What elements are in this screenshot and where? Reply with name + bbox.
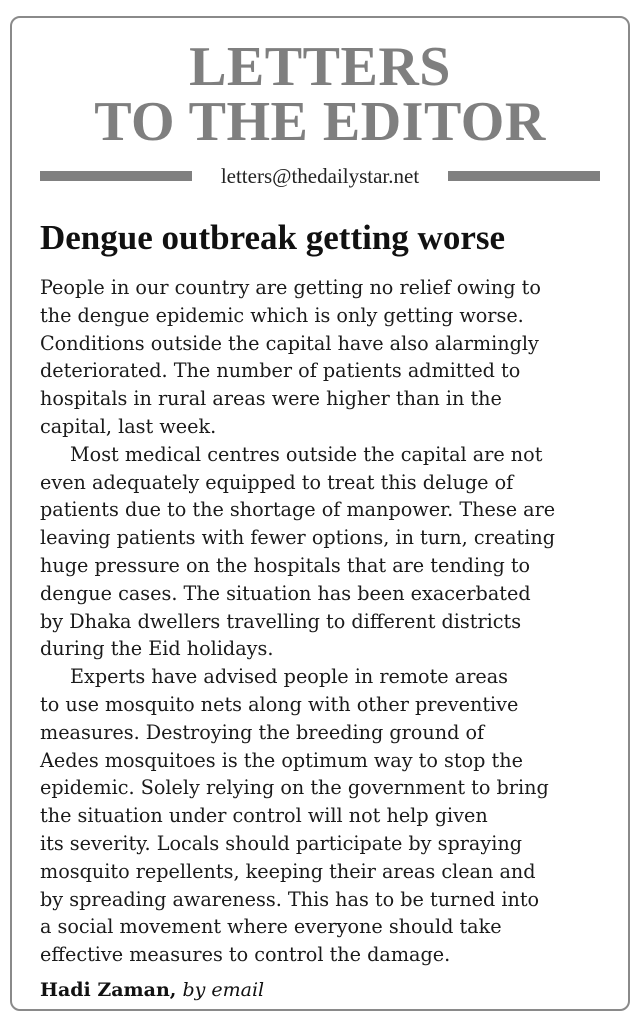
body-line: epidemic. Solely relying on the government to bring (40, 776, 549, 800)
body-line: during the Eid holidays. (40, 637, 274, 661)
body-line: by spreading awareness. This has to be turned into (40, 887, 540, 911)
body-line: mosquito repellents, keeping their areas clean and (40, 859, 536, 883)
letter-headline: Dengue outbreak getting worse (40, 218, 506, 257)
body-line: huge pressure on the hospitals that are tending to (40, 553, 531, 577)
letter-signature (40, 977, 264, 1003)
body-line: the situation under control will not help given (40, 804, 488, 828)
editor-email[interactable]: letters@thedailystar.net (220, 164, 420, 188)
submission-method: by email (182, 979, 265, 1001)
body-line: measures. Destroying the breeding ground of (40, 720, 485, 744)
body-line: its severity. Locals should participate by spraying (40, 831, 522, 855)
body-line: People in our country are getting no relief owing to (40, 276, 541, 299)
body-line: effective measures to control the damage. (40, 943, 451, 967)
body-line: dengue cases. The situation has been exacerbated (40, 581, 531, 605)
body-line: capital, last week. (40, 414, 217, 438)
body-line: hospitals in rural areas were higher than in the (40, 387, 502, 411)
section-title (12, 36, 628, 153)
section-title-line-1: LETTERS (189, 36, 451, 98)
left-divider (40, 171, 192, 181)
right-divider (448, 171, 600, 181)
section-title-line-2: TO THE EDITOR (94, 91, 546, 153)
body-line: deteriorated. The number of patients admitted to (40, 359, 521, 383)
body-line: Conditions outside the capital have also alarmingly (40, 331, 539, 355)
body-line: even adequately equipped to treat this deluge of (40, 470, 514, 494)
body-line: Most medical centres outside the capital are not (70, 442, 543, 466)
body-line: Experts have advised people in remote areas (70, 665, 509, 689)
letter-card (10, 16, 630, 1011)
body-line: to use mosquito nets along with other preventive (40, 692, 519, 716)
body-line: a social movement where everyone should take (40, 915, 502, 939)
author-name: Hadi Zaman, (40, 979, 177, 1001)
email-row (40, 163, 600, 187)
body-line: Aedes mosquitoes is the optimum way to stop the (40, 748, 523, 772)
body-line: the dengue epidemic which is only getting worse. (40, 303, 524, 327)
body-line: by Dhaka dwellers travelling to different districts (40, 609, 522, 633)
body-line: leaving patients with fewer options, in turn, creating (40, 526, 556, 550)
body-line: patients due to the shortage of manpower. These are (40, 498, 556, 522)
letter-body (40, 274, 618, 969)
